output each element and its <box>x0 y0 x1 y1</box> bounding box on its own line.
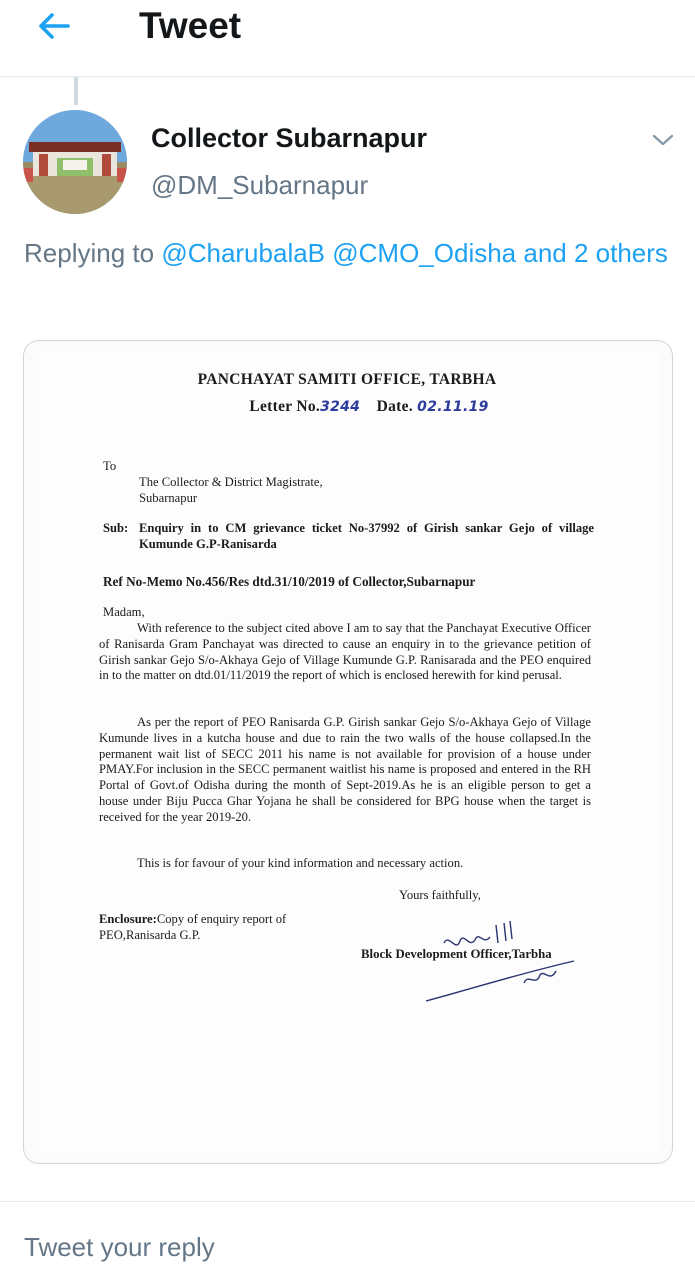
chevron-down-icon <box>648 125 678 155</box>
top-bar <box>0 0 695 77</box>
closing: Yours faithfully, <box>399 888 481 902</box>
paragraph-1: With reference to the subject cited above I am to say that the Panchayat Executive Officer of Ranisarda Gram Panchayat was directed to cause an enquiry in to the grievance petition of Girish sankar Gejo S/o-Akhaya Gejo of Village Kumunde G.P. Ranisarada and the PEO enquired in to the matter on dtd.01/11/2019 the report of which is enclosed herewith for kind perusal. <box>99 621 591 683</box>
enclosure: Enclosure:Copy of enquiry report of PEO,Ranisarda G.P. <box>99 912 287 942</box>
timestamp-scrolled <box>24 1188 484 1202</box>
reply-input[interactable]: Tweet your reply <box>24 1232 215 1262</box>
back-button[interactable] <box>32 4 76 48</box>
reply-bar[interactable] <box>0 1201 695 1281</box>
signature-date <box>64 1005 68 1021</box>
paragraph-2: As per the report of PEO Ranisarda G.P. Girish sankar Gejo S/o-Akhaya Gejo of Village Kumunde lives in a kutcha house and due to rain the two walls of the house collapsed.In the permanent wait list of SECC 2011 his name is not available for provision of a house under PMAY.For inclusion in the SECC permanent waitlist his name is proposed and entered in the RH Portal of Govt.of Odisha during the month of Sept-2019.As he is an eligible person to get a house under Biju Pucca Ghar Yojana he shall be considered for BPG house when the target is received for the year 2019-20. <box>99 715 591 824</box>
reference-line: Ref No-Memo No.456/Res dtd.31/10/2019 of Collector,Subarnapur <box>103 574 476 589</box>
scanned-letter <box>34 353 660 1153</box>
author-name[interactable]: Collector Subarnapur <box>151 123 428 153</box>
letter-office-heading: PANCHAYAT SAMITI OFFICE, TARBHA <box>197 371 497 388</box>
building-photo-icon <box>23 110 127 214</box>
arrow-left-icon <box>37 11 71 41</box>
avatar[interactable] <box>23 110 127 214</box>
subject-label: Sub: <box>103 521 129 535</box>
signatory: Block Development Officer,Tarbha <box>361 947 552 961</box>
paragraph-3: This is for favour of your kind information and necessary action. <box>137 856 464 870</box>
thread-connector <box>74 77 78 105</box>
page-title: Tweet <box>139 5 242 46</box>
replying-to <box>24 234 674 272</box>
letter-to: To <box>103 459 117 473</box>
addressee-line1: The Collector & District Magistrate, <box>139 475 323 489</box>
replying-prefix: Replying to <box>24 238 162 268</box>
subject-text: Enquiry in to CM grievance ticket No-37992 of Girish sankar Gejo of village Kumunde G.P-Ranisarda <box>139 521 594 551</box>
salutation: Madam, <box>103 605 145 619</box>
tweet-menu-button[interactable] <box>648 125 678 155</box>
author-handle[interactable]: @DM_Subarnapur <box>151 170 369 200</box>
addressee-line2: Subarnapur <box>139 491 198 505</box>
replying-users-link[interactable]: @CharubalaB @CMO_Odisha and 2 others <box>161 238 668 268</box>
letter-number-line: Letter No.3244 Date. 02.11.19 <box>249 398 489 415</box>
tweet-media-image[interactable] <box>23 340 673 1164</box>
